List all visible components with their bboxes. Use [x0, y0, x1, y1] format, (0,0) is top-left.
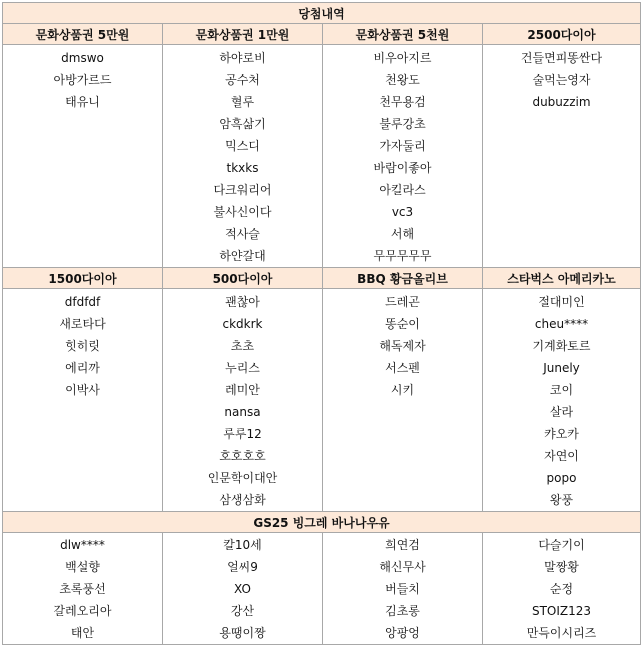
winner-name: 에리까 — [65, 361, 100, 375]
winner-name: 레미안 — [225, 383, 260, 397]
prize-header: 1500다이아 — [3, 268, 163, 289]
winner-name: 해신무사 — [379, 560, 426, 574]
winner-name: 살라 — [549, 405, 574, 419]
winner-name: 괜찮아 — [225, 295, 260, 309]
winner-name: 호호호호 — [219, 449, 266, 463]
winner-name: 이박사 — [65, 383, 100, 397]
winner-name: 버들치 — [385, 582, 420, 596]
winner-name: dfdfdf — [64, 295, 101, 309]
winner-name: 가자둘리 — [379, 139, 426, 153]
prize-header: 스타벅스 아메리카노 — [483, 268, 641, 289]
winner-name: popo — [546, 471, 577, 485]
prize-header: BBQ 황금올리브 — [323, 268, 483, 289]
prize-header: 문화상품권 1만원 — [163, 24, 323, 45]
winner-name: 용땡이짱 — [219, 626, 266, 640]
winner-name: 비우아지르 — [373, 51, 432, 65]
winner-name: 초록풍선 — [59, 582, 106, 596]
winner-list — [163, 533, 323, 645]
winners-row — [3, 45, 641, 268]
winner-name: 인문학이대안 — [207, 471, 278, 485]
winner-name: 천왕도 — [385, 73, 420, 87]
winner-list — [323, 45, 483, 268]
winner-name: 똥순이 — [385, 317, 420, 331]
winner-name: 희연검 — [385, 538, 420, 552]
prize-header-row — [3, 268, 641, 289]
winners-row — [3, 289, 641, 512]
winner-name: 천무용검 — [379, 95, 426, 109]
winners-table — [2, 2, 641, 645]
winner-name: 아방가르드 — [53, 73, 112, 87]
winner-name: 순정 — [549, 582, 574, 596]
winner-name: 자연이 — [544, 449, 579, 463]
prize-header: 문화상품권 5천원 — [323, 24, 483, 45]
winner-name: 하야로비 — [219, 51, 266, 65]
table-title: 당첨내역 — [3, 3, 641, 24]
winner-name: 기계화토르 — [532, 339, 591, 353]
winner-name: 김초롱 — [385, 604, 420, 618]
winner-name: 누리스 — [225, 361, 260, 375]
winner-name: ckdkrk — [222, 317, 263, 331]
winner-name: 바람이좋아 — [373, 161, 432, 175]
winner-list — [3, 45, 163, 268]
winner-name: 다크워리어 — [213, 183, 272, 197]
winner-name: dlw**** — [60, 538, 105, 552]
winner-name: 얼씨9 — [227, 560, 258, 574]
winner-name: 시키 — [390, 383, 415, 397]
winner-list — [3, 533, 163, 645]
winner-list — [163, 45, 323, 268]
winner-name: Junely — [543, 361, 580, 375]
winner-list — [483, 289, 641, 512]
winner-list — [163, 289, 323, 512]
winner-name: 초초 — [230, 339, 255, 353]
winner-name: 다슬기이 — [538, 538, 585, 552]
winner-name: 왕풍 — [549, 493, 574, 507]
winner-list — [483, 45, 641, 268]
winner-name: 태안 — [70, 626, 95, 640]
winner-name: 서스펜 — [385, 361, 420, 375]
winner-name: 말짱황 — [544, 560, 579, 574]
gs25-prize-header: GS25 빙그레 바나나우유 — [3, 512, 641, 533]
winner-list — [483, 533, 641, 645]
winner-name: 서해 — [390, 227, 415, 241]
gs25-winners-row — [3, 533, 641, 645]
winner-name: XO — [234, 582, 251, 596]
winner-name: 만득이시리즈 — [526, 626, 597, 640]
winner-name: 아킬라스 — [379, 183, 426, 197]
winner-name: STOIZ123 — [531, 604, 592, 618]
winner-name: 코이 — [549, 383, 574, 397]
prize-header: 2500다이아 — [483, 24, 641, 45]
winner-name: 앙팡엉 — [385, 626, 420, 640]
winner-name: 암흑삶기 — [219, 117, 266, 131]
winner-name: 새로타다 — [59, 317, 106, 331]
prize-header: 500다이아 — [163, 268, 323, 289]
winner-name: 건들면피똥싼다 — [520, 51, 603, 65]
winner-name: 혈루 — [230, 95, 255, 109]
winner-list — [323, 289, 483, 512]
prize-header-row — [3, 24, 641, 45]
winner-name: nansa — [224, 405, 261, 419]
winner-name: 태유니 — [65, 95, 100, 109]
winner-name: 공수처 — [225, 73, 260, 87]
winner-name: 술먹는영자 — [532, 73, 591, 87]
winner-name: cheu**** — [534, 317, 589, 331]
winner-name: 갈레오리아 — [53, 604, 112, 618]
winner-name: dmswo — [61, 51, 104, 65]
winner-name: 루루12 — [223, 427, 262, 441]
winner-name: 불루강초 — [379, 117, 426, 131]
winner-name: 드레곤 — [385, 295, 420, 309]
winner-name: 백설향 — [65, 560, 100, 574]
prize-header: 문화상품권 5만원 — [3, 24, 163, 45]
winner-list — [323, 533, 483, 645]
winner-name: dubuzzim — [532, 95, 591, 109]
winner-name: 적사슬 — [225, 227, 260, 241]
winner-name: 강산 — [230, 604, 255, 618]
gs25-header-row — [3, 512, 641, 533]
winner-name: 무무무무무 — [373, 249, 432, 263]
winner-name: 삼생삼화 — [219, 493, 266, 507]
winner-name: 힛히릿 — [65, 339, 100, 353]
winner-name: 캬오카 — [544, 427, 579, 441]
winner-name: 하얀갈대 — [219, 249, 266, 263]
winner-name: vc3 — [391, 205, 414, 219]
winner-list — [3, 289, 163, 512]
winner-name: 절대미인 — [538, 295, 585, 309]
winner-name: 칼10세 — [223, 538, 262, 552]
winner-name: 불사신이다 — [213, 205, 272, 219]
winner-name: 믹스디 — [225, 139, 260, 153]
winner-name: 해독제자 — [379, 339, 426, 353]
winner-name: tkxks — [226, 161, 259, 175]
title-row — [3, 3, 641, 24]
